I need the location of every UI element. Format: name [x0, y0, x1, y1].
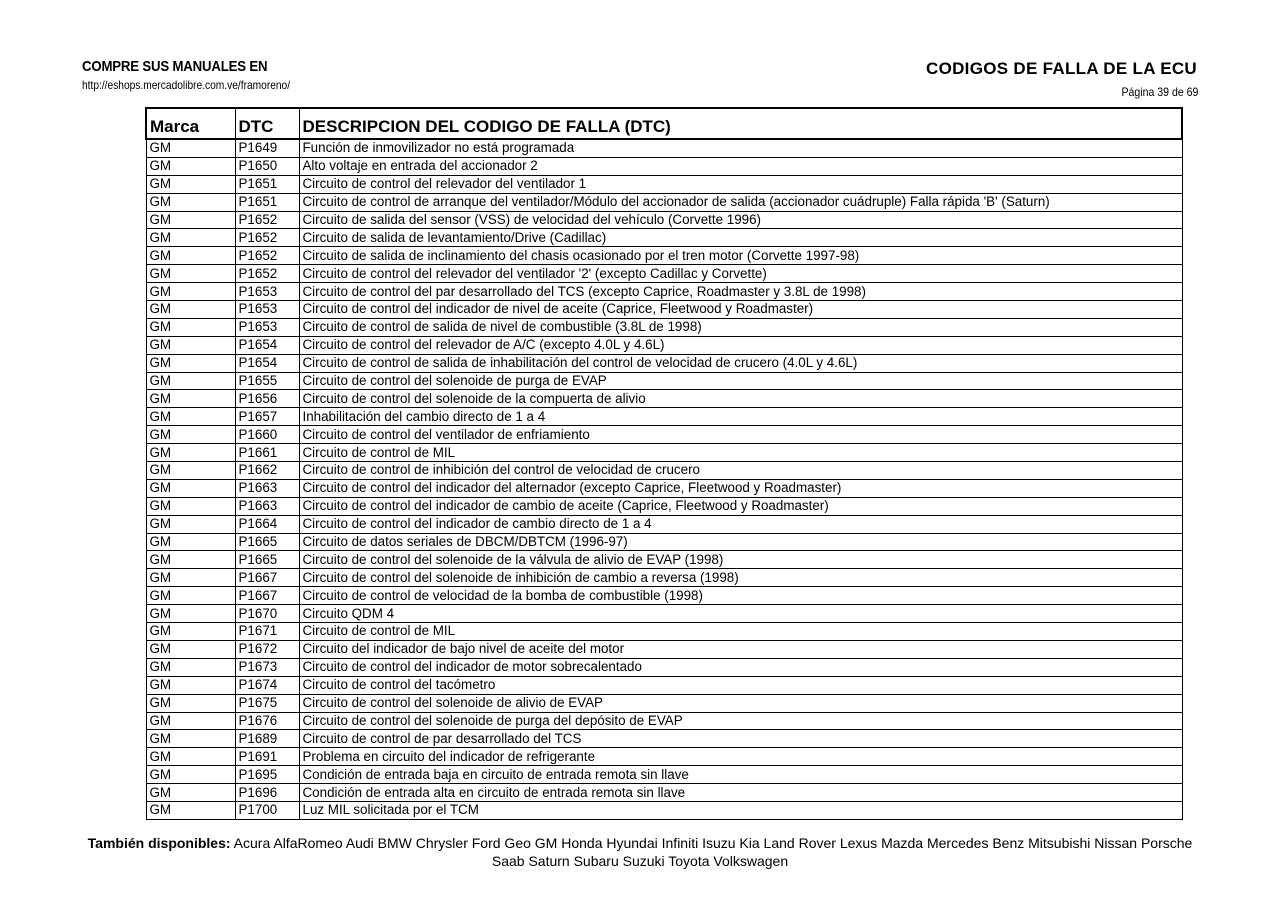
cell-descripcion: Circuito de control del solenoide de purga de EVAP	[299, 372, 1182, 390]
cell-dtc: P1674	[235, 676, 299, 694]
table-header-row	[146, 108, 1182, 139]
table-row	[146, 390, 1182, 408]
cell-dtc: P1675	[235, 694, 299, 712]
table-row	[146, 193, 1182, 211]
cell-marca: GM	[146, 730, 235, 748]
cell-marca: GM	[146, 372, 235, 390]
cell-descripcion: Circuito de control del indicador de motor sobrecalentado	[299, 658, 1182, 676]
cell-dtc: P1653	[235, 318, 299, 336]
table-row	[146, 551, 1182, 569]
column-header-dtc: DTC	[235, 108, 299, 139]
table-row	[146, 211, 1182, 229]
table-row	[146, 229, 1182, 247]
table-row	[146, 801, 1182, 819]
cell-dtc: P1696	[235, 784, 299, 802]
table-row	[146, 354, 1182, 372]
cell-dtc: P1652	[235, 265, 299, 283]
cell-marca: GM	[146, 157, 235, 175]
cell-marca: GM	[146, 265, 235, 283]
table-row	[146, 462, 1182, 480]
cell-marca: GM	[146, 605, 235, 623]
cell-descripcion: Función de inmovilizador no está programada	[299, 139, 1182, 157]
cell-dtc: P1667	[235, 569, 299, 587]
table-row	[146, 569, 1182, 587]
cell-marca: GM	[146, 766, 235, 784]
cell-descripcion: Circuito de control de velocidad de la bomba de combustible (1998)	[299, 587, 1182, 605]
header-left-title: COMPRE SUS MANUALES EN	[82, 58, 268, 75]
table-row	[146, 301, 1182, 319]
cell-dtc: P1663	[235, 479, 299, 497]
cell-dtc: P1689	[235, 730, 299, 748]
cell-dtc: P1672	[235, 640, 299, 658]
cell-dtc: P1671	[235, 623, 299, 641]
cell-marca: GM	[146, 623, 235, 641]
footer-label: También disponibles:	[87, 835, 231, 851]
cell-descripcion: Circuito de control de arranque del ventilador/Módulo del accionador de salida (accionador cuádruple) Falla rápida 'B' (Saturn)	[299, 193, 1182, 211]
cell-dtc: P1653	[235, 283, 299, 301]
table-row	[146, 694, 1182, 712]
cell-descripcion: Circuito de control de salida de nivel de combustible (3.8L de 1998)	[299, 318, 1182, 336]
cell-descripcion: Problema en circuito del indicador de refrigerante	[299, 748, 1182, 766]
cell-descripcion: Circuito de salida del sensor (VSS) de velocidad del vehículo (Corvette 1996)	[299, 211, 1182, 229]
cell-dtc: P1649	[235, 139, 299, 157]
cell-descripcion: Circuito de control del indicador de cambio de aceite (Caprice, Fleetwood y Roadmaster)	[299, 497, 1182, 515]
cell-dtc: P1664	[235, 515, 299, 533]
cell-descripcion: Circuito de control de MIL	[299, 444, 1182, 462]
cell-marca: GM	[146, 551, 235, 569]
cell-dtc: P1665	[235, 551, 299, 569]
cell-dtc: P1700	[235, 801, 299, 819]
column-header-marca: Marca	[146, 108, 235, 139]
cell-marca: GM	[146, 390, 235, 408]
cell-dtc: P1655	[235, 372, 299, 390]
cell-marca: GM	[146, 354, 235, 372]
cell-dtc: P1652	[235, 211, 299, 229]
table-row	[146, 318, 1182, 336]
table-row	[146, 265, 1182, 283]
table-row	[146, 515, 1182, 533]
cell-descripcion: Alto voltaje en entrada del accionador 2	[299, 157, 1182, 175]
cell-dtc: P1667	[235, 587, 299, 605]
cell-dtc: P1695	[235, 766, 299, 784]
table-row	[146, 479, 1182, 497]
table-row	[146, 658, 1182, 676]
cell-descripcion: Circuito de control del ventilador de enfriamiento	[299, 426, 1182, 444]
table-row	[146, 497, 1182, 515]
cell-dtc: P1661	[235, 444, 299, 462]
cell-descripcion: Circuito de control del relevador del ventilador '2' (excepto Cadillac y Corvette)	[299, 265, 1182, 283]
cell-descripcion: Circuito de salida de inclinamiento del chasis ocasionado por el tren motor (Corvette 1997-98)	[299, 247, 1182, 265]
cell-marca: GM	[146, 515, 235, 533]
cell-descripcion: Circuito de control del indicador del alternador (excepto Caprice, Fleetwood y Roadmaster)	[299, 479, 1182, 497]
cell-marca: GM	[146, 462, 235, 480]
cell-dtc: P1656	[235, 390, 299, 408]
table-row	[146, 676, 1182, 694]
cell-marca: GM	[146, 283, 235, 301]
table-row	[146, 175, 1182, 193]
table-row	[146, 139, 1182, 157]
cell-descripcion: Circuito de control del indicador de cambio directo de 1 a 4	[299, 515, 1182, 533]
cell-marca: GM	[146, 211, 235, 229]
cell-marca: GM	[146, 658, 235, 676]
cell-dtc: P1673	[235, 658, 299, 676]
cell-marca: GM	[146, 640, 235, 658]
cell-dtc: P1652	[235, 247, 299, 265]
cell-marca: GM	[146, 784, 235, 802]
table-row	[146, 766, 1182, 784]
table-row	[146, 712, 1182, 730]
cell-marca: GM	[146, 533, 235, 551]
table-row	[146, 623, 1182, 641]
table-row	[146, 730, 1182, 748]
cell-descripcion: Circuito de salida de levantamiento/Drive (Cadillac)	[299, 229, 1182, 247]
cell-descripcion: Circuito de control de inhibición del control de velocidad de crucero	[299, 462, 1182, 480]
table-row	[146, 372, 1182, 390]
document-title: CODIGOS DE FALLA DE LA ECU	[926, 59, 1197, 78]
cell-descripcion: Condición de entrada baja en circuito de entrada remota sin llave	[299, 766, 1182, 784]
cell-dtc: P1653	[235, 301, 299, 319]
cell-dtc: P1654	[235, 354, 299, 372]
table-row	[146, 444, 1182, 462]
cell-marca: GM	[146, 336, 235, 354]
table-row	[146, 426, 1182, 444]
cell-descripcion: Circuito de control del relevador de A/C (excepto 4.0L y 4.6L)	[299, 336, 1182, 354]
cell-marca: GM	[146, 444, 235, 462]
cell-marca: GM	[146, 229, 235, 247]
table-row	[146, 247, 1182, 265]
cell-dtc: P1676	[235, 712, 299, 730]
cell-descripcion: Circuito de control del solenoide de la compuerta de alivio	[299, 390, 1182, 408]
cell-marca: GM	[146, 479, 235, 497]
cell-descripcion: Circuito de control del indicador de nivel de aceite (Caprice, Fleetwood y Roadmaster)	[299, 301, 1182, 319]
table-body	[146, 139, 1182, 819]
cell-descripcion: Circuito de control del tacómetro	[299, 676, 1182, 694]
cell-marca: GM	[146, 587, 235, 605]
cell-marca: GM	[146, 301, 235, 319]
cell-descripcion: Circuito de control de par desarrollado del TCS	[299, 730, 1182, 748]
cell-marca: GM	[146, 569, 235, 587]
cell-marca: GM	[146, 193, 235, 211]
page-number: Página 39 de 69	[1121, 85, 1198, 99]
cell-dtc: P1660	[235, 426, 299, 444]
cell-descripcion: Luz MIL solicitada por el TCM	[299, 801, 1182, 819]
cell-dtc: P1662	[235, 462, 299, 480]
cell-descripcion: Inhabilitación del cambio directo de 1 a 4	[299, 408, 1182, 426]
table-row	[146, 748, 1182, 766]
cell-dtc: P1663	[235, 497, 299, 515]
table-row	[146, 533, 1182, 551]
column-header-descripcion: DESCRIPCION DEL CODIGO DE FALLA (DTC)	[299, 108, 1182, 139]
cell-marca: GM	[146, 408, 235, 426]
cell-descripcion: Circuito de control del par desarrollado del TCS (excepto Caprice, Roadmaster y 3.8L de 1998)	[299, 283, 1182, 301]
table-row	[146, 408, 1182, 426]
cell-descripcion: Circuito de control de salida de inhabilitación del control de velocidad de crucero (4.0L y 4.6L)	[299, 354, 1182, 372]
table-row	[146, 605, 1182, 623]
footer-brand-list: Acura AlfaRomeo Audi BMW Chrysler Ford Geo GM Honda Hyundai Infiniti Isuzu Kia Land Rover Lexus Mazda Mercedes Benz Mitsubishi Nissan Porsche Saab Saturn Subaru Suzuki Toyota Volkswagen	[233, 835, 1193, 869]
table-row	[146, 784, 1182, 802]
cell-marca: GM	[146, 694, 235, 712]
cell-dtc: P1665	[235, 533, 299, 551]
cell-dtc: P1654	[235, 336, 299, 354]
cell-marca: GM	[146, 426, 235, 444]
cell-marca: GM	[146, 318, 235, 336]
cell-marca: GM	[146, 676, 235, 694]
cell-dtc: P1650	[235, 157, 299, 175]
cell-descripcion: Circuito de control del solenoide de alivio de EVAP	[299, 694, 1182, 712]
cell-descripcion: Circuito QDM 4	[299, 605, 1182, 623]
table-row	[146, 157, 1182, 175]
table-row	[146, 283, 1182, 301]
cell-marca: GM	[146, 497, 235, 515]
footer-available-brands	[82, 834, 1198, 870]
cell-dtc: P1652	[235, 229, 299, 247]
cell-descripcion: Circuito de control de MIL	[299, 623, 1182, 641]
cell-dtc: P1657	[235, 408, 299, 426]
cell-marca: GM	[146, 247, 235, 265]
cell-descripcion: Circuito del indicador de bajo nivel de aceite del motor	[299, 640, 1182, 658]
table-row	[146, 640, 1182, 658]
cell-descripcion: Circuito de control del relevador del ventilador 1	[299, 175, 1182, 193]
cell-marca: GM	[146, 139, 235, 157]
table-row	[146, 587, 1182, 605]
cell-descripcion: Circuito de datos seriales de DBCM/DBTCM (1996-97)	[299, 533, 1182, 551]
cell-descripcion: Circuito de control del solenoide de purga del depósito de EVAP	[299, 712, 1182, 730]
cell-dtc: P1651	[235, 175, 299, 193]
cell-descripcion: Circuito de control del solenoide de inhibición de cambio a reversa (1998)	[299, 569, 1182, 587]
dtc-table	[145, 107, 1183, 820]
cell-dtc: P1670	[235, 605, 299, 623]
cell-dtc: P1651	[235, 193, 299, 211]
cell-marca: GM	[146, 175, 235, 193]
header-store-url: http://eshops.mercadolibre.com.ve/framoreno/	[82, 78, 291, 92]
cell-descripcion: Circuito de control del solenoide de la válvula de alivio de EVAP (1998)	[299, 551, 1182, 569]
cell-descripcion: Condición de entrada alta en circuito de entrada remota sin llave	[299, 784, 1182, 802]
cell-marca: GM	[146, 748, 235, 766]
cell-marca: GM	[146, 712, 235, 730]
cell-marca: GM	[146, 801, 235, 819]
table-row	[146, 336, 1182, 354]
cell-dtc: P1691	[235, 748, 299, 766]
